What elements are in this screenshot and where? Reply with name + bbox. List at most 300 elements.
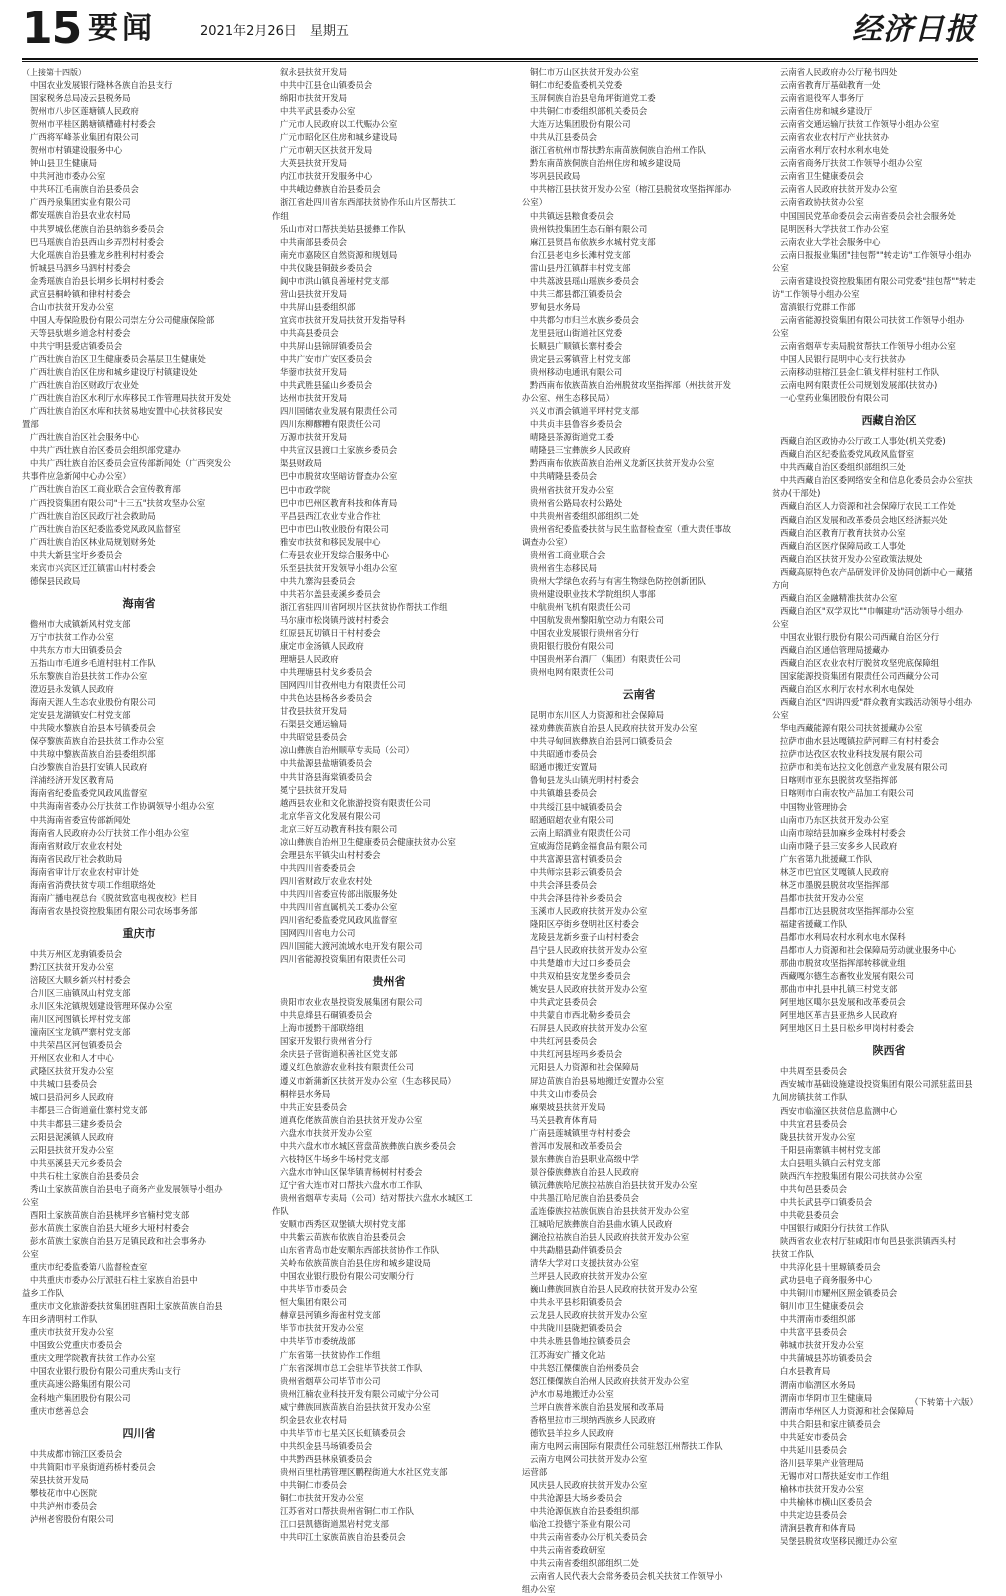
honoree-entry: 巴中市巴山牧业股份有限公司 xyxy=(280,523,389,534)
honoree-entry: 广元市昭化区住房和城乡建设局 xyxy=(280,132,398,143)
honoree-entry: 大化瑶族自治县雅龙乡胜利村村委会 xyxy=(30,249,164,260)
honoree-entry: 中共云南省委政研室 xyxy=(530,1545,606,1556)
honoree-entry: 林芝市巴宜区艾嘎镇人民政府 xyxy=(780,866,889,877)
honoree-entry: 贺州市村镇建设服务中心 xyxy=(30,145,123,156)
honoree-entry: 澜沧拉祜族自治县人民政府扶贫开发办公室 xyxy=(530,1232,690,1243)
honoree-entry: 武隆区扶贫开发办公室 xyxy=(30,1066,114,1077)
honoree-entry: 中共大新县宝圩乡委员会 xyxy=(30,549,123,560)
honoree-entry: 酉阳土家族苗族自治县桃坪乡官楠村党支部 xyxy=(30,1209,190,1220)
honoree-entry: 宜宾市扶贫开发局扶贫开发指导科 xyxy=(280,314,406,325)
honoree-entry: 贵定县云雾镇营上村党支部 xyxy=(530,354,631,365)
honoree-entry: 江口县凯德街道黑岩村党支部 xyxy=(280,1519,389,1530)
honoree-entry: 云南省商务厅扶贫工作领导小组办公室 xyxy=(780,158,923,169)
honoree-entry: 广东省深圳市总工会驻毕节扶贫工作队 xyxy=(280,1362,423,1373)
honoree-entry: 中共宁明县爱店镇委员会 xyxy=(30,340,123,351)
honoree-entry: 昭通昭超农业有限公司 xyxy=(530,814,614,825)
honoree-entry: 中共若尔盖县麦溪乡委员会 xyxy=(280,588,381,599)
honoree-entry: 中共印江土家族苗族自治县委员会 xyxy=(280,1532,406,1543)
honoree-entry: 中共蒲城县苏坊镇委员会 xyxy=(780,1353,873,1364)
honoree-entry: 那曲市申扎县申扎镇三村党支部 xyxy=(780,984,898,995)
honoree-entry: 忻城县马泗乡马泗村村委会 xyxy=(30,262,131,273)
honoree-entry: 云阳县扶贫开发办公室 xyxy=(30,1144,114,1155)
honoree-entry: 景谷傣族彝族自治县人民政府 xyxy=(530,1166,639,1177)
honoree-entry: 中共广西壮族自治区委员会宣传部新闻处（广西突发公 xyxy=(30,458,231,469)
honoree-entry: 贵州江楠农业科技开发有限公司威宁分公司 xyxy=(280,1388,440,1399)
honoree-entry: 广西壮族自治区林业局规划财务处 xyxy=(30,536,156,547)
honoree-entry: 中共海南省委办公厅扶贫工作协调领导小组办公室 xyxy=(30,801,215,812)
honoree-entry: 长顺县广顺镇长寨村委会 xyxy=(530,340,623,351)
honoree-entry: 无锡市对口帮扶延安市工作组 xyxy=(780,1470,889,1481)
honoree-entry-continued: 扶贫工作队 xyxy=(772,1249,814,1260)
honoree-entry: 海南省农垦投资控股集团有限公司农场事务部 xyxy=(30,905,198,916)
honoree-entry: 景东彝族自治县职业高级中学 xyxy=(530,1153,639,1164)
honoree-entry: 中共富源县富村镇委员会 xyxy=(530,853,623,864)
honoree-entry: 山东省青岛市赴安顺东西部扶贫协作工作队 xyxy=(280,1245,440,1256)
honoree-entry: 广西将军峰茶业集团有限公司 xyxy=(30,132,139,143)
honoree-entry: 云南省农业农村厅产业扶贫办 xyxy=(780,132,889,143)
honoree-entry: 四川国能大渡河流域水电开发有限公司 xyxy=(280,941,423,952)
honoree-entry: 中共从江县委员会 xyxy=(530,132,597,143)
honoree-entry: 乐山市对口帮扶美姑县援彝工作队 xyxy=(280,223,406,234)
honoree-entry: 铜仁市万山区扶贫开发办公室 xyxy=(530,67,639,77)
honoree-entry-continued: 贫办(干部处) xyxy=(772,488,821,499)
honoree-entry: 云南农业大学社会服务中心 xyxy=(780,236,881,247)
honoree-entry: 浙江省赴四川省东西部扶贫协作乐山片区帮扶工 xyxy=(280,197,456,208)
honoree-entry: 重庆市文化旅游委扶贫集团驻酉阳土家族苗族自治县 xyxy=(30,1301,223,1312)
honoree-entry: 中共毕节市七星关区长虹镇委员会 xyxy=(280,1427,406,1438)
honoree-entry: 怒江傈僳族自治州人民政府扶贫开发办公室 xyxy=(530,1375,690,1386)
honoree-entry: 中共陵水黎族自治县本号镇委员会 xyxy=(30,723,156,734)
honoree-entry: 织金县农业农村局 xyxy=(280,1414,347,1425)
honoree-entry: 江苏省对口帮扶贵州省铜仁市工作队 xyxy=(280,1506,414,1517)
honoree-entry: 四川省财政厅农业农村处 xyxy=(280,875,373,886)
honoree-entry: 会理县东平镇尖山村村委会 xyxy=(280,849,381,860)
honoree-entry: 中共毕节市委统战部 xyxy=(280,1336,356,1347)
honoree-entry: 中共宜君县委员会 xyxy=(780,1118,847,1129)
honoree-entry: 贵州建设职业技术学院组织人事部 xyxy=(530,588,656,599)
honoree-entry: 拉萨市达孜区农牧业科技发展有限公司 xyxy=(780,749,923,760)
honoree-entry: 中共南部县委员会 xyxy=(280,236,347,247)
honoree-entry: 中共广西壮族自治区委员会组织部党建办 xyxy=(30,445,181,456)
honoree-entry-continued: 公室 xyxy=(772,710,789,721)
honoree-entry: 四川省能源投资集团有限责任公司 xyxy=(280,954,406,965)
honoree-entry: 中共荣昌区河包镇委员会 xyxy=(30,1040,123,1051)
honoree-entry: 中国人寿保险股份有限公司崇左分公司健康保险部 xyxy=(30,314,215,325)
honoree-entry: 中共旬邑县委员会 xyxy=(780,1183,847,1194)
region-heading: 西藏自治区 xyxy=(861,414,917,428)
honoree-entry: 中共永平县杉阳镇委员会 xyxy=(530,1297,623,1308)
honoree-entry: 广西投资集团有限公司"十三五"扶贫攻坚办公室 xyxy=(30,497,206,508)
honoree-entry: 云南省建设投资控股集团有限公司党委"挂包帮""转走 xyxy=(780,275,976,286)
honoree-entry: 千阳县南寨镇丰树村党支部 xyxy=(780,1144,881,1155)
honoree-entry: 泸州老窖股份有限公司 xyxy=(30,1513,114,1524)
honoree-entry: 泸水市易地搬迁办公室 xyxy=(530,1388,614,1399)
honoree-entry: 贺州市八步区莲塘镇人民政府 xyxy=(30,106,139,117)
honoree-entry: 中共沧源佤族自治县委组织部 xyxy=(530,1506,639,1517)
honoree-entry: 中国农业发展银行贵州省分行 xyxy=(530,628,639,639)
honoree-entry: 中共沧源县大场乡委员会 xyxy=(530,1493,623,1504)
honoree-entry: 关岭布依族苗族自治县住房和城乡建设局 xyxy=(280,1258,431,1269)
honoree-entry: 云南省人民政府扶贫开发办公室 xyxy=(780,184,898,195)
honoree-entry: 广西壮族自治区卫生健康委员会基层卫生健康处 xyxy=(30,353,206,364)
honoree-entry: 中共铜仁市委组织部机关委员会 xyxy=(530,106,648,117)
honoree-entry: 陇县扶贫开发办公室 xyxy=(780,1131,856,1142)
honoree-entry: 重庆市慈善总会 xyxy=(30,1405,89,1416)
honoree-entry: 临沧工投德宁茶业有限公司 xyxy=(530,1519,631,1530)
honoree-entry: 云南省退役军人事务厅 xyxy=(780,93,864,104)
honoree-entry: 白沙黎族自治县打安镇人民政府 xyxy=(30,762,148,773)
honoree-entry: 屏边苗族自治县易地搬迁安置办公室 xyxy=(530,1075,664,1086)
honoree-entry: 中共贵州省委组织部组织二处 xyxy=(530,510,639,521)
honoree-entry: 中共荔波县瑶山瑶族乡委员会 xyxy=(530,275,639,286)
honoree-entry: 云南省人民政府办公厅秘书四处 xyxy=(780,67,898,77)
honoree-entry: 万宁市扶贫工作办公室 xyxy=(30,631,114,642)
header-rule-thin xyxy=(22,61,978,62)
honoree-entry: 云南上昭酒业有限责任公司 xyxy=(530,827,631,838)
honoree-entry: 中共寻甸回族彝族自治县河口镇委员会 xyxy=(530,736,673,747)
honoree-entry: 中共西藏自治区委组织部组织三处 xyxy=(780,462,906,473)
honoree-entry: 渭南市华州区人力资源和社会保障局 xyxy=(780,1405,914,1416)
honoree-entry: 福建省援藏工作队 xyxy=(780,918,847,929)
honoree-entry: 那曲市脱贫攻坚指挥部转移就业组 xyxy=(780,958,906,969)
region-heading: 海南省 xyxy=(122,596,156,610)
header-rule xyxy=(22,58,978,60)
honoree-entry: 西藏自治区金融精准扶贫办公室 xyxy=(780,592,898,603)
honoree-entry: 中国农业发展银行隆林各族自治县支行 xyxy=(30,80,173,90)
honoree-entry: 永川区朱沱镇规划建设管理环保办公室 xyxy=(30,1001,173,1012)
honoree-entry: 石屏县人民政府扶贫开发办公室 xyxy=(530,1023,648,1034)
honoree-entry: 中共楚雄市大过口乡委员会 xyxy=(530,958,631,969)
honoree-entry: 香格里拉市三坝纳西族乡人民政府 xyxy=(530,1414,656,1425)
honoree-entry: 彭水苗族土家族自治县大垭乡大垭村村委会 xyxy=(30,1222,190,1233)
honoree-entry: 冕宁县扶贫开发局 xyxy=(280,784,347,795)
honoree-entry: 鲁甸县龙头山镇光明村村委会 xyxy=(530,775,639,786)
honoree-entry: 清华大学对口支援扶贫办公室 xyxy=(530,1258,639,1269)
honoree-entry: 中共永胜县鲁地拉镇委员会 xyxy=(530,1336,631,1347)
honoree-entry: 阆中市洪山镇良善垭村党支部 xyxy=(280,275,389,286)
honoree-entry: 中国农业银行股份有限公司安顺分行 xyxy=(280,1271,414,1282)
honoree-entry: 开州区农业和人才中心 xyxy=(30,1053,114,1064)
honoree-entry: 黔西南布依族苗族自治州义龙新区扶贫开发办公室 xyxy=(530,458,715,469)
honoree-entry: 禄劝彝族苗族自治县人民政府扶贫开发办公室 xyxy=(530,723,698,734)
honoree-entry: 石渠县交通运输局 xyxy=(280,719,347,730)
honoree-entry: 北京三好互动教育科技有限公司 xyxy=(280,823,398,834)
honoree-entry: 辽宁省大连市对口帮扶六盘水市工作队 xyxy=(280,1179,423,1190)
masthead xyxy=(0,0,1000,62)
honoree-entry: 中共城口县委员会 xyxy=(30,1079,97,1090)
honoree-entry: 西藏高原特色农产品研发评价及协同创新中心－藏猪 xyxy=(780,566,973,577)
honoree-entry-continued: 运营部 xyxy=(522,1466,548,1477)
honoree-entry-continued: 九间房镇扶贫工作队 xyxy=(772,1092,848,1103)
honoree-entry: 中共铜仁市委员会 xyxy=(280,1479,347,1490)
honoree-entry: 中共罗城仫佬族自治县纳翁乡委员会 xyxy=(30,223,164,234)
honoree-entry: 重庆市纪委监委第八监督检查室 xyxy=(30,1262,148,1273)
honoree-entry-continued: 益乡工作队 xyxy=(22,1288,64,1299)
honoree-entry: 四川东柳醪糟有限责任公司 xyxy=(280,419,381,430)
honoree-entry: 中国航发贵州黎阳航空动力有限公司 xyxy=(530,614,664,625)
honoree-entry: 道真仡佬族苗族自治县扶贫开发办公室 xyxy=(280,1114,423,1125)
honoree-entry: 西藏自治区"四讲四爱"群众教育实践活动领导小组办 xyxy=(780,697,972,708)
honoree-entry: 乐至县扶贫开发领导小组办公室 xyxy=(280,562,398,573)
honoree-entry: 马关县教育体育局 xyxy=(530,1114,597,1125)
honoree-entry: 大连万达集团股份有限公司 xyxy=(530,119,631,130)
honoree-entry: 渠县财政局 xyxy=(280,458,322,469)
honoree-entry: 风庆县人民政府扶贫开发办公室 xyxy=(530,1479,648,1490)
honoree-entry: 中共会泽县待补乡委员会 xyxy=(530,892,623,903)
honoree-entry: 中国物业管理协会 xyxy=(780,801,847,812)
honoree-entry-continued: 公室 xyxy=(22,1248,39,1259)
honoree-entry: 国家开发银行贵州省分行 xyxy=(280,1036,373,1047)
honoree-entry-continued: 公室 xyxy=(772,618,789,629)
honoree-entry: 广西壮族自治区水库和扶贫易地安置中心扶贫移民安 xyxy=(30,406,223,417)
honoree-entry: 六盘水市扶贫开发办公室 xyxy=(280,1127,373,1138)
honoree-entry-continued: 公室 xyxy=(772,262,789,273)
honoree-entry: 南方电网云南国际有限责任公司驻怒江州帮扶工作队 xyxy=(530,1440,723,1451)
honoree-entry: 云南省住房和城乡建设厅 xyxy=(780,106,873,117)
honoree-entry: 中国致公党重庆市委员会 xyxy=(30,1340,123,1351)
honoree-entry: 西藏嘎尔德生态畜牧业发展有限公司 xyxy=(780,971,914,982)
honoree-entry: 威宁彝族回族苗族自治县扶贫开发办公室 xyxy=(280,1401,431,1412)
honoree-entry: 遵义红色旅游农业科技有限责任公司 xyxy=(280,1062,414,1073)
issue-date: 2021年2月26日 星期五 xyxy=(200,24,349,39)
honoree-entry: 江苏海安广播文化站 xyxy=(530,1349,606,1360)
honoree-entry: 中共织金县马场镇委员会 xyxy=(280,1440,373,1451)
honoree-entry: 中共紫云苗族布依族自治县委员会 xyxy=(280,1232,406,1243)
honoree-entry: 清涧县教育和体育局 xyxy=(780,1523,856,1534)
honoree-entry: 海南广播电视总台《脱贫致富电视夜校》栏目 xyxy=(30,892,198,903)
honoree-entry: 国网四川甘孜州电力有限责任公司 xyxy=(280,680,406,691)
honoree-entry: 中共河池市委办公室 xyxy=(30,171,106,182)
honoree-entry: 中共合阳县和家庄镇委员会 xyxy=(780,1418,881,1429)
honoree-entry: 都安瑶族自治县农业农村局 xyxy=(30,210,131,221)
honoree-entry: 洛川县苹果产业管理局 xyxy=(780,1457,864,1468)
honoree-entry: 浙江省驻四川省阿坝片区扶贫协作帮扶工作组 xyxy=(280,601,448,612)
honoree-entry: 台江县老屯乡长滩村党支部 xyxy=(530,249,631,260)
honoree-entry: 中共泸州市委员会 xyxy=(30,1500,97,1511)
honoree-entry: 林芝市墨脱县脱贫攻坚指挥部 xyxy=(780,879,889,890)
honoree-entry: 云龙县人民政府扶贫开发办公室 xyxy=(530,1310,648,1321)
honoree-entry: 黔江区扶贫开发办公室 xyxy=(30,961,114,972)
honoree-entry: 中共正安县委员会 xyxy=(280,1101,347,1112)
honoree-entry: 中共昭通市委员会 xyxy=(530,749,597,760)
honoree-entry: 钟山县卫生健康局 xyxy=(30,158,97,169)
honoree-entry: 铜川市卫生健康委员会 xyxy=(780,1301,864,1312)
honoree-entry: 中共万州区龙驹镇委员会 xyxy=(30,948,123,959)
honoree-entry: 中共简阳市平泉街道药桥村委员会 xyxy=(30,1461,156,1472)
honoree-entry: 安顺市西秀区双堡镇大坝村党支部 xyxy=(280,1219,406,1230)
honoree-entry: 国网四川省电力公司 xyxy=(280,928,356,939)
honoree-entry: 四川省纪委监委党风政风监督室 xyxy=(280,915,398,926)
honoree-entry: 城口县沿河乡人民政府 xyxy=(30,1092,114,1103)
honoree-entry: 白水县教育局 xyxy=(780,1366,831,1377)
honoree-entry-continued: 公室） xyxy=(522,197,548,208)
honoree-entry: 云南移动驻榕江县金仁镇戈样村驻村工作队 xyxy=(780,367,940,378)
honoree-entry: 中共中江县仓山镇委员会 xyxy=(280,80,373,91)
honoree-entry: 中共丰都县三建乡委员会 xyxy=(30,1118,123,1129)
honoree-entry: 贵州移动电通讯有限公司 xyxy=(530,367,623,378)
honoree-entry-continued: 作组 xyxy=(272,210,289,221)
honoree-entry: 贵州省公路局农村公路处 xyxy=(530,497,623,508)
honoree-entry: 一心堂药业集团股份有限公司 xyxy=(780,393,889,404)
honoree-entry: 富滇银行党群工作部 xyxy=(780,301,856,312)
honoree-entry: 渭南市临渭区水务局 xyxy=(780,1379,856,1390)
honoree-entry: 西藏自治区扶贫开发办公室政策法规处 xyxy=(780,553,923,564)
honoree-entry: 中国贵州茅台酒厂（集团）有限责任公司 xyxy=(530,654,681,665)
honoree-entry: 西藏自治区医疗保障局政工人事处 xyxy=(780,540,906,551)
honoree-entry: 昆明医科大学扶贫工作办公室 xyxy=(780,223,889,234)
honoree-entry: 韩城市扶贫开发办公室 xyxy=(780,1340,864,1351)
honoree-entry: 中共仪陇县铜鼓乡委员会 xyxy=(280,262,373,273)
honoree-entry: 西藏自治区发展和改革委员会地区经济振兴处 xyxy=(780,514,948,525)
honoree-entry: 中共重庆市委办公厅派驻石柱土家族自治县中 xyxy=(30,1275,198,1286)
honoree-entry: 麻江县贤昌布依族乡水城村党支部 xyxy=(530,236,656,247)
region-heading: 贵州省 xyxy=(372,975,406,989)
honoree-entry: 中共屏山县锦屏镇委员会 xyxy=(280,340,373,351)
honoree-entry: 中国银行咸阳分行扶贫工作队 xyxy=(780,1222,889,1233)
honoree-entry: 晴隆县茶源街道党工委 xyxy=(530,432,614,443)
honoree-entry: 龙陵县龙新乡蚕子山村村委会 xyxy=(530,932,639,942)
honoree-entry: 广西丹泉集团实业有限公司 xyxy=(30,197,131,208)
honoree-entry: 云南省能源投资集团有限公司扶贫工作领导小组办 xyxy=(780,314,965,325)
honoree-entry: 中共晴隆县委员会 xyxy=(530,471,597,482)
honoree-entry: 中共西藏自治区委网络安全和信息化委员会办公室扶 xyxy=(780,475,973,486)
honoree-entry-continued: 作队 xyxy=(272,1205,289,1216)
honoree-entry: 普洱市发展和改革委员会 xyxy=(530,1140,623,1151)
honoree-entry: 重庆文理学院教育扶贫工作办公室 xyxy=(30,1353,156,1364)
honoree-entry: 海南省消费扶贫专项工作组联络处 xyxy=(30,879,156,890)
honoree-entry: 中共淳化县十里塬镇委员会 xyxy=(780,1262,881,1273)
honoree-entry: 甘孜县扶贫开发局 xyxy=(280,706,347,717)
honoree-entry: 西藏自治区"双学双比""巾帼建功"活动领导小组办 xyxy=(780,605,963,616)
honoree-entry: 中共息烽县石硐镇委员会 xyxy=(280,1010,373,1021)
honoree-entry: 宣威海岱昆鹤金福食品有限公司 xyxy=(530,840,648,851)
honoree-entry: 中共定边县委员会 xyxy=(780,1509,847,1520)
honoree-entry: 中共延川县委员会 xyxy=(780,1444,847,1455)
honoree-entry: 罗甸县水务局 xyxy=(530,301,581,312)
honoree-entry: 广西壮族自治区财政厅农业处 xyxy=(30,380,139,391)
honoree-entry: 麻栗坡县扶贫开发局 xyxy=(530,1101,606,1112)
honoree-entry: 武功县电子商务服务中心 xyxy=(780,1275,873,1286)
newspaper-logo: 经济日报 xyxy=(852,12,976,47)
honoree-entry: 合山市扶贫开发办公室 xyxy=(30,301,114,312)
honoree-entry: 荣县扶贫开发局 xyxy=(30,1474,89,1485)
honoree-entry: 昌都市人力资源和社会保障局劳动就业服务中心 xyxy=(780,945,956,956)
honoree-entry: 贵州省工商业联合会 xyxy=(530,549,606,560)
honoree-entry-continued: 置部 xyxy=(22,419,39,430)
honoree-entry: 云阳县泥溪镇人民政府 xyxy=(30,1131,114,1142)
honoree-entry: 中共色达县杨各乡委员会 xyxy=(280,693,373,704)
honoree-entry: 内江市扶贫开发服务中心 xyxy=(280,171,373,182)
honoree-entry: 贺州市平桂区鹅塘镇槽碓村村委会 xyxy=(30,119,156,130)
honoree-entry: 贵州省烟草专卖局（公司）结对帮扶六盘水水城区工 xyxy=(280,1192,473,1203)
honoree-entry: 巴中市政学院 xyxy=(280,484,331,495)
honoree-entry: 中共榆林市横山区委员会 xyxy=(780,1496,873,1507)
honoree-entry: 中共勐腊县勐伴镇委员会 xyxy=(530,1245,623,1256)
honoree-entry: 云南方电网公司扶贫开发办公室 xyxy=(530,1453,648,1464)
honoree-entry: 仁寿县农业开发综合服务中心 xyxy=(280,549,389,560)
honoree-entry: 中共怒江傈僳族自治州委员会 xyxy=(530,1362,639,1373)
honoree-entry: 理塘县人民政府 xyxy=(280,654,339,665)
honoree-entry: 昆明市东川区人力资源和社会保障局 xyxy=(530,710,664,721)
honoree-entry-continued: 方向 xyxy=(772,579,789,590)
honoree-entry: 中共四川省直属机关工委办公室 xyxy=(280,902,398,912)
honoree-entry: 越西县农业和文化旅游投资有限责任公司 xyxy=(280,797,431,808)
honoree-entry: 海南省纪委监委党风政风监督室 xyxy=(30,788,148,799)
honoree-entry: 拉萨市曲水县达嘎镇拉萨河畔三有村村委会 xyxy=(780,736,940,747)
honoree-entry: 西安市临潼区扶贫信息监测中心 xyxy=(780,1105,898,1116)
honoree-entry: 洋浦经济开发区教育局 xyxy=(30,775,114,786)
honoree-entry-continued: 访"工作领导小组办公室 xyxy=(772,288,860,299)
honoree-entry: 阿里地区噶尔县发展和改革委员会 xyxy=(780,997,906,1008)
honoree-entry: 中共武胜县猛山乡委员会 xyxy=(280,380,373,391)
honoree-entry: 海南省人民政府办公厅扶贫工作小组办公室 xyxy=(30,827,190,838)
honoree-entry: 巍山彝族回族自治县人民政府扶贫开发办公室 xyxy=(530,1284,698,1295)
honoree-entry: 中国农业银行股份有限公司西藏自治区分行 xyxy=(780,631,940,642)
honoree-entry: 澄迈县永发镇人民政府 xyxy=(30,684,114,695)
honoree-entry: 德保县民政局 xyxy=(30,575,81,586)
honoree-entry: 国家能源投资集团有限责任公司西藏分公司 xyxy=(780,671,940,682)
honoree-entry: 营山县扶贫开发局 xyxy=(280,288,347,299)
honoree-entry: 中共镇雄县委员会 xyxy=(530,788,597,799)
honoree-entry: 榆林市扶贫开发办公室 xyxy=(780,1483,864,1494)
honoree-entry: 中共铜川市耀州区照金镇委员会 xyxy=(780,1288,898,1299)
honoree-entry: 海南省民政厅社会救助局 xyxy=(30,853,123,864)
honoree-entry: 云南省卫生健康委员会 xyxy=(780,171,864,182)
honoree-entry: 中共富平县委员会 xyxy=(780,1327,847,1338)
honoree-entry: 铜仁市扶贫开发办公室 xyxy=(280,1493,364,1504)
honoree-entry: 毕节市扶贫开发办公室 xyxy=(280,1323,364,1334)
column-3 xyxy=(522,66,756,1595)
honoree-entry: 海南省财政厅农业农村处 xyxy=(30,840,123,851)
honoree-entry: 山南市琼结县加麻乡金珠村村委会 xyxy=(780,827,906,838)
honoree-entry: 广西壮族自治区纪委监委党风政风监督室 xyxy=(30,523,181,534)
honoree-entry: 广元市朝天区扶贫开发局 xyxy=(280,145,373,156)
honoree-entry-continued: 公室 xyxy=(772,327,789,338)
honoree-entry: 叙永县扶贫开发局 xyxy=(280,67,347,77)
honoree-entry: 中共长武县亭口镇委员会 xyxy=(780,1196,873,1207)
honoree-entry: 西藏自治区纪委监委党风政风监督室 xyxy=(780,449,914,460)
honoree-entry: 海南省审计厅农业农村审计处 xyxy=(30,866,139,877)
honoree-entry: 吴堡县脱贫攻坚移民搬迁办公室 xyxy=(780,1536,898,1547)
honoree-entry: 西藏自治区政协办公厅政工人事处(机关党委) xyxy=(780,436,946,447)
honoree-entry: 中共东方市大田镇委员会 xyxy=(30,644,123,655)
honoree-entry: 马尔康市松岗镇丹波村村委会 xyxy=(280,614,389,625)
honoree-entry: 岑巩县民政局 xyxy=(530,171,581,182)
honoree-entry: 贵州大学绿色农药与有害生物绿色防控创新团队 xyxy=(530,575,706,586)
honoree-entry: 中共双柏县安龙堡乡委员会 xyxy=(530,971,631,982)
honoree-entry: 中共高县委员会 xyxy=(280,327,339,338)
honoree-entry: 达州市扶贫开发局 xyxy=(280,393,347,404)
honoree-entry: 中共昭觉县委员会 xyxy=(280,732,347,743)
honoree-entry: 陕西汽车控股集团有限公司扶贫办公室 xyxy=(780,1170,923,1181)
continuation-note: （下转第十六版） xyxy=(909,1398,978,1408)
honoree-entry: 彭水苗族土家族自治县万足镇民政和社会事务办 xyxy=(30,1235,206,1246)
honoree-entry: 来宾市兴宾区迁江镇雷山村村委会 xyxy=(30,562,156,573)
honoree-entry: 五指山市毛道乡毛道村驻村工作队 xyxy=(30,657,156,668)
region-heading: 陕西省 xyxy=(872,1044,906,1058)
honoree-entry: 中国农业银行股份有限公司重庆秀山支行 xyxy=(30,1366,181,1377)
honoree-entry: 渭南市华阴市卫生健康局 xyxy=(780,1392,873,1403)
honoree-entry: 中共六盘水市水城区营盘苗族彝族白族乡委员会 xyxy=(280,1140,456,1151)
honoree-entry: 中共墨江哈尼族自治县委员会 xyxy=(530,1192,639,1203)
region-heading: 重庆市 xyxy=(122,926,156,940)
honoree-entry: 中共榕江县扶贫开发办公室（榕江县脱贫攻坚指挥部办 xyxy=(530,184,731,195)
honoree-entry: 铜仁市纪委监委机关党委 xyxy=(530,80,623,91)
honoree-entry: 广西壮族自治区住房和城乡建设厅村镇建设处 xyxy=(30,367,198,378)
column-2 xyxy=(272,66,506,1543)
honoree-entry: 大英县扶贫开发局 xyxy=(280,158,347,169)
honoree-entry: 四川国储农业发展有限责任公司 xyxy=(280,406,398,417)
